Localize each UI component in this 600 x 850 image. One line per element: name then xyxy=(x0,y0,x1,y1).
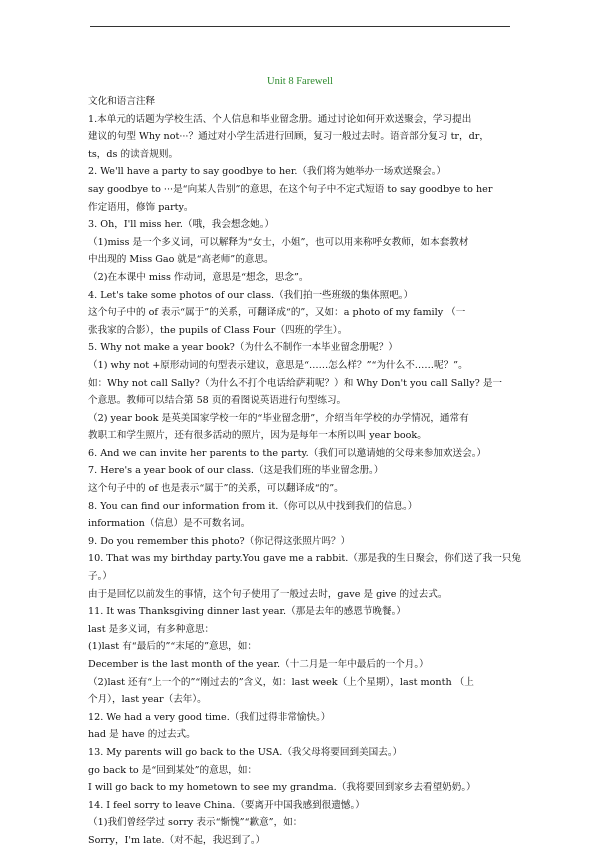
text-line: （2) year book 是英美国家学校一年的“毕业留念册”，介绍当年学校的办学情况，通常有 xyxy=(88,412,469,424)
header-rule xyxy=(90,26,510,27)
text-line: 9. Do you remember this photo?（你记得这张照片吗？） xyxy=(88,535,351,547)
text-line: (1)last 有“最后的”“末尾的”意思，如： xyxy=(88,641,257,653)
text-line: 张我家的合影），the pupils of Class Four（四班的学生）。 xyxy=(88,324,348,336)
text-line: last 是多义词，有多种意思： xyxy=(88,623,215,635)
text-line: say goodbye to ···是“向某人告别”的意思，在这个句子中不定式短语 to say goodbye to her xyxy=(88,183,493,195)
text-line: 6. And we can invite her parents to the party.（我们可以邀请她的父母来参加欢送会。） xyxy=(88,447,487,459)
text-line: go back to 是“回到某处”的意思，如： xyxy=(88,764,258,776)
text-line: information（信息）是不可数名词。 xyxy=(88,518,251,530)
text-line: （2)last 还有“上一个的”“刚过去的”含义，如：last week（上个星期），last month （上 xyxy=(88,676,474,688)
text-line: 10. That was my birthday party.You gave me a rabbit.（那是我的生日聚会，你们送了我一只兔 xyxy=(88,553,521,565)
text-line: （1)miss 是一个多义词，可以解释为“女士，小姐”，也可以用来称呼女教师，如本套教材 xyxy=(88,236,469,248)
page-title: Unit 8 Farewell xyxy=(267,76,333,87)
text-line: 8. You can find our information from it.（你可以从中找到我们的信息。） xyxy=(88,500,418,512)
document-body xyxy=(88,93,521,850)
text-line: 3. Oh，I'll miss her.（哦，我会想念她。） xyxy=(88,219,275,231)
text-line: （2)在本课中 miss 作动词，意思是“想念，思念”。 xyxy=(88,271,309,283)
text-line: 如：Why not call Sally?（为什么不打个电话给萨莉呢？）和 Why Don't you call Sally? 是一 xyxy=(88,377,503,389)
text-line: 个意思。教师可以结合第 58 页的看图说英语进行句型练习。 xyxy=(88,395,347,407)
text-line: 11. It was Thanksgiving dinner last year.（那是去年的感恩节晚餐。） xyxy=(88,606,406,618)
text-line: 建议的句型 Why not···？通过对小学生活进行回顾，复习一般过去时。语音部分复习 tr，dr， xyxy=(88,131,489,143)
text-line: 5. Why not make a year book?（为什么不制作一本毕业留念册呢？） xyxy=(88,342,398,354)
text-line: 13. My parents will go back to the USA.（我父母将要回到美国去。） xyxy=(88,746,403,758)
text-line: 个月），last year（去年）。 xyxy=(88,694,207,706)
text-line: 7. Here's a year book of our class.（这是我们班的毕业留念册。） xyxy=(88,465,384,477)
text-line: 12. We had a very good time.（我们过得非常愉快。） xyxy=(88,711,331,723)
text-line: 2. We'll have a party to say goodbye to her.（我们将为她举办一场欢送聚会。） xyxy=(88,166,447,178)
text-line: （1)我们曾经学过 sorry 表示“惭愧”“歉意”，如： xyxy=(88,817,303,829)
text-line: （1) why not +原形动词的句型表示建议，意思是“……怎么样？”“为什么不……呢？”。 xyxy=(88,359,468,371)
text-line: 这个句子中的 of 也是表示“属于”的关系，可以翻译成“的”。 xyxy=(88,483,344,495)
text-line: 教职工和学生照片，还有很多活动的照片，因为是每年一本所以叫 year book。 xyxy=(88,430,427,442)
text-line: had 是 have 的过去式。 xyxy=(88,729,196,741)
text-line: 文化和语言注释 xyxy=(88,96,156,107)
text-line: Sorry，I'm late.（对不起，我迟到了。） xyxy=(88,834,266,846)
text-line: 作定语用，修饰 party。 xyxy=(88,201,194,213)
text-line: 子。） xyxy=(88,571,112,583)
text-line: 4. Let's take some photos of our class.（我们拍一些班级的集体照吧。） xyxy=(88,289,414,301)
text-line: I will go back to my hometown to see my grandma.（我将要回到家乡去看望奶奶。） xyxy=(88,782,476,794)
text-line: December is the last month of the year.（十二月是一年中最后的一个月。） xyxy=(88,659,429,670)
text-line: 1.本单元的话题为学校生活、个人信息和毕业留念册。通过讨论如何开欢送聚会，学习提出 xyxy=(88,113,472,125)
text-line: 中出现的 Miss Gao 就是“高老师”的意思。 xyxy=(88,254,274,266)
text-line: 这个句子中的 of 表示“属于”的关系，可翻译成“的”，又如：a photo of my family （一 xyxy=(88,307,466,319)
text-line: 14. I feel sorry to leave China.（要离开中国我感到很遗憾。） xyxy=(88,799,365,811)
text-line: 由于是回忆以前发生的事情，这个句子使用了一般过去时，gave 是 give 的过去式。 xyxy=(88,588,448,600)
text-line: ts，ds 的读音规则。 xyxy=(88,148,179,160)
